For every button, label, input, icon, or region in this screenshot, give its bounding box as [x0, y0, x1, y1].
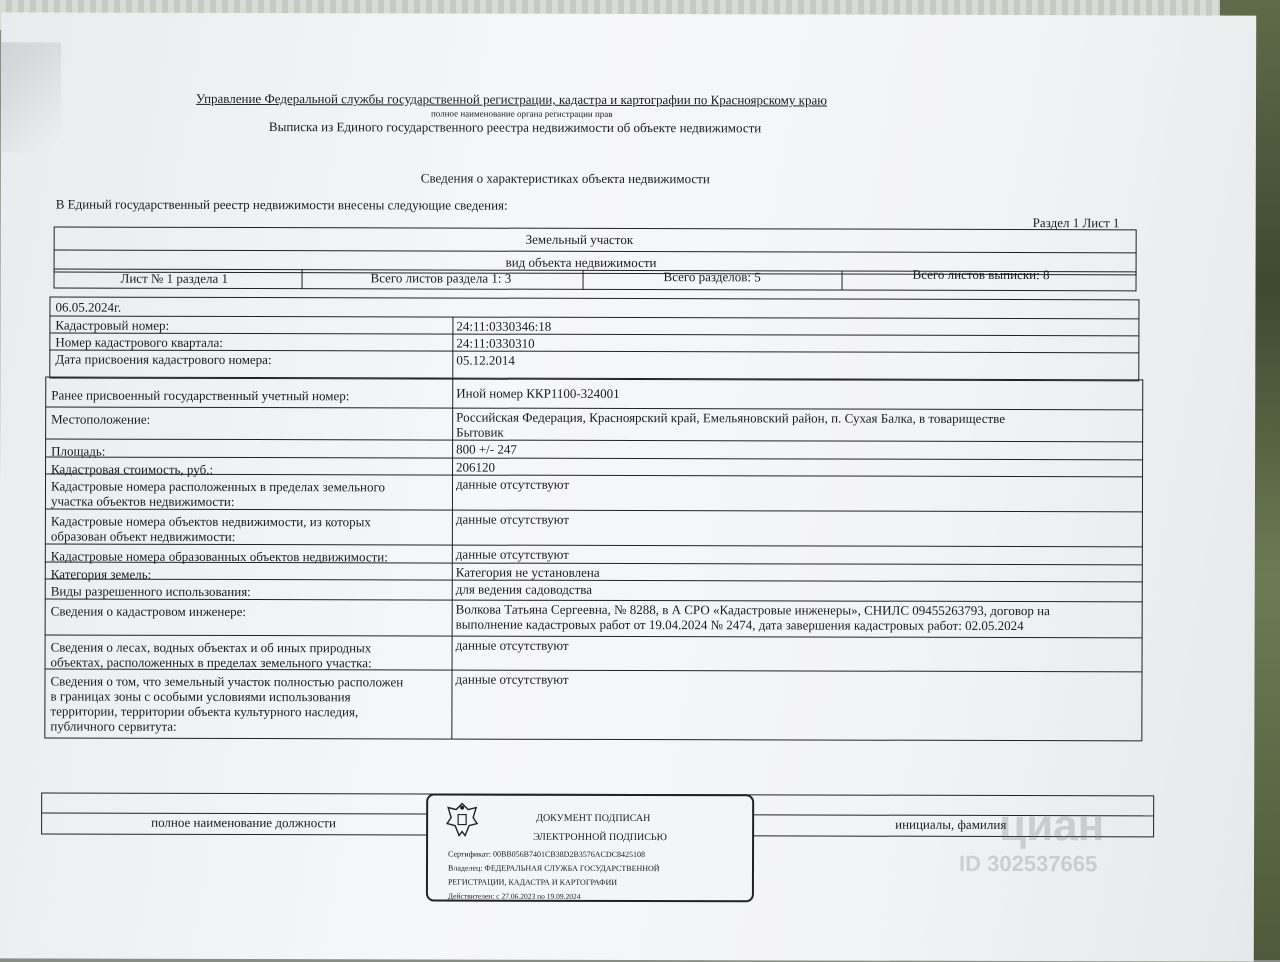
- page-reference: Раздел 1 Лист 1: [1032, 215, 1120, 231]
- field-label: Местоположение:: [51, 411, 151, 427]
- section-title: Сведения о характеристиках объекта недвижимости: [420, 170, 710, 187]
- field-value: Бытовик: [456, 424, 504, 440]
- field-value: 206120: [456, 459, 496, 475]
- field-label: объектах, расположенных в пределах земельного участка:: [50, 654, 372, 671]
- field-label: Сведения о лесах, водных объектах и об иных природных: [50, 639, 372, 656]
- field-label: Номер кадастрового квартала:: [55, 334, 223, 350]
- extract-sheets-total: Всего листов выписки: 8: [912, 266, 1050, 283]
- watermark-id: ID 302537665: [958, 850, 1098, 877]
- field-value: данные отсутствуют: [455, 671, 569, 687]
- field-value: 05.12.2014: [456, 352, 515, 368]
- field-value: Российская Федерация, Красноярский край, Емельяновский район, п. Сухая Балка, в товариществе: [456, 409, 1006, 426]
- coat-of-arms-icon: [445, 802, 479, 840]
- field-label: Кадастровый номер:: [55, 317, 170, 333]
- field-value: 24:11:0330310: [456, 335, 535, 351]
- organization-name: Управление Федеральной службы государственной регистрации, кадастра и картографии по Красноярскому краю: [195, 90, 828, 108]
- field-label: Кадастровые номера объектов недвижимости, из которых: [50, 513, 371, 530]
- field-label: Сведения о том, что земельный участок полностью расположен: [50, 673, 404, 690]
- document-title: Выписка из Единого государственного реестра недвижимости об объекте недвижимости: [268, 119, 762, 136]
- field-value: 800 +/- 247: [456, 441, 517, 457]
- field-value: Категория не установлена: [455, 564, 600, 580]
- stamp-owner-1: Владелец: ФЕДЕРАЛЬНАЯ СЛУЖБА ГОСУДАРСТВЕННОЙ: [447, 863, 660, 874]
- field-label: в границах зоны с особыми условиями использования: [50, 688, 351, 705]
- stamp-owner-2: РЕГИСТРАЦИИ, КАДАСТРА И КАРТОГРАФИИ: [447, 877, 618, 887]
- object-type: Земельный участок: [525, 231, 634, 248]
- field-value: Волкова Татьяна Сергеевна, № 8288, в А СРО «Кадастровые инженеры», СНИЛС 09455263793, договор на: [455, 601, 1050, 619]
- stamp-title-1: ДОКУМЕНТ ПОДПИСАН: [536, 812, 651, 825]
- document-date: 06.05.2024г.: [55, 299, 122, 315]
- paper-shadow: [1, 42, 61, 152]
- field-label: Категория земель:: [50, 566, 152, 582]
- field-value: данные отсутствуют: [455, 476, 570, 492]
- field-label: Ранее присвоенный государственный учетный номер:: [51, 387, 350, 404]
- field-value: выполнение кадастровых работ от 19.04.2024 № 2474, дата завершения кадастровых работ: 02.05.2024: [455, 616, 1024, 634]
- field-value: данные отсутствуют: [455, 511, 569, 527]
- field-label: Дата присвоения кадастрового номера:: [55, 351, 272, 368]
- watermark-brand: циан: [999, 800, 1105, 851]
- stamp-title-2: ЭЛЕКТРОННОЙ ПОДПИСЬЮ: [533, 831, 667, 844]
- document-sheet: [0, 12, 1256, 961]
- field-label: территории, территории объекта культурного наследия,: [50, 703, 359, 720]
- field-label: Площадь:: [51, 443, 106, 459]
- organization-caption: полное наименование органа регистрации прав: [430, 108, 613, 119]
- sections-total: Всего разделов: 5: [663, 269, 761, 285]
- field-label: публичного сервитута:: [50, 718, 177, 734]
- field-label: Кадастровые номера расположенных в пределах земельного: [50, 478, 386, 495]
- field-label: образован объект недвижимости:: [50, 528, 236, 544]
- sheet-number: Лист № 1 раздела 1: [120, 270, 229, 286]
- stamp-validity: Действителен: с 27.06.2023 по 19.09.2024: [447, 891, 581, 901]
- field-label: Сведения о кадастровом инженере:: [50, 603, 247, 620]
- intro-text: В Единый государственный реестр недвижимости внесены следующие сведения:: [55, 196, 508, 213]
- sheets-in-section: Всего листов раздела 1: 3: [370, 270, 512, 286]
- field-label: Кадастровые номера образованных объектов недвижимости:: [50, 548, 388, 565]
- watermark: [959, 801, 1104, 877]
- field-label: Кадастровая стоимость, руб.:: [51, 461, 214, 477]
- object-type-caption: вид объекта недвижимости: [505, 254, 657, 271]
- field-value: 24:11:0330346:18: [456, 318, 552, 334]
- position-caption: полное наименование должности: [151, 814, 336, 831]
- field-value: для ведения садоводства: [455, 581, 593, 597]
- field-label: участка объектов недвижимости:: [50, 493, 235, 509]
- field-label: Виды разрешенного использования:: [50, 583, 251, 600]
- field-value: данные отсутствуют: [455, 637, 569, 653]
- initials-caption: инициалы, фамилия: [895, 816, 1007, 832]
- field-value: Иной номер ККР1100-324001: [456, 385, 620, 401]
- stamp-certificate: Сертификат: 00BB056B7401CB38D2B3576ACDC8425108: [448, 849, 646, 860]
- electronic-signature-stamp: [426, 793, 754, 902]
- field-value: данные отсутствуют: [455, 546, 569, 562]
